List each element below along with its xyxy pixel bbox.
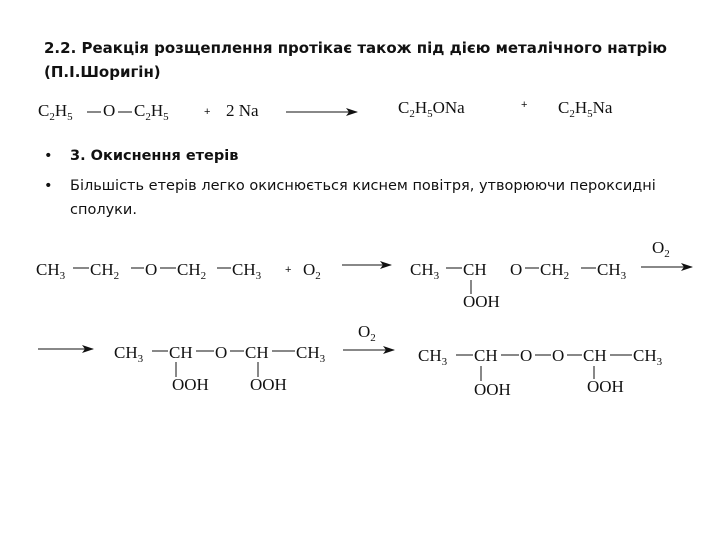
- plus-sign: +: [204, 106, 211, 118]
- oxygen-o2: $O_2$: [303, 260, 321, 282]
- atom-ch: CH: [583, 346, 607, 365]
- atom-ch: CH: [463, 260, 487, 279]
- atom-ch2: $CH_2$: [90, 260, 120, 282]
- atom-ch3: $CH_3$: [36, 260, 66, 282]
- group-ooh: OOH: [463, 292, 500, 311]
- heading: 2.2. Реакція розщеплення протікає також під дією металічного натрію (П.І.Шоригін): [44, 39, 667, 81]
- group-ooh: OOH: [587, 377, 624, 396]
- plus-sign: +: [521, 99, 528, 111]
- atom-ch2: $CH_2$: [540, 260, 570, 282]
- group-ooh: OOH: [474, 380, 511, 399]
- atom-ch3: $CH_3$: [597, 260, 627, 282]
- atom-ch: CH: [474, 346, 498, 365]
- formula-c2h5-left: $C_2H_5$: [38, 101, 73, 123]
- atom-ch: CH: [169, 343, 193, 362]
- reagent-o2: $O_2$: [652, 238, 670, 260]
- atom-ch3: $CH_3$: [418, 346, 448, 368]
- bullet-marker: •: [44, 148, 53, 164]
- bullet-text: Більшість етерів легко окиснюється киснем повітря, утворюючи пероксидні сполуки.: [70, 178, 656, 218]
- product-c2h5na: $C_2H_5Na$: [558, 98, 613, 120]
- bullet-marker: •: [44, 178, 53, 194]
- atom-o: O: [215, 343, 228, 362]
- atom-ch3: $CH_3$: [410, 260, 440, 282]
- atom-ch3: $CH_3$: [114, 343, 144, 365]
- reagent-o2: $O_2$: [358, 322, 376, 344]
- atom-o: O: [103, 101, 116, 120]
- sodium: 2 Na: [226, 101, 259, 120]
- plus-sign: +: [285, 264, 292, 276]
- atom-ch2: $CH_2$: [177, 260, 207, 282]
- atom-ch3: $CH_3$: [633, 346, 663, 368]
- atom-ch: CH: [245, 343, 269, 362]
- product-c2h5ona: $C_2H_5ONa$: [398, 98, 465, 120]
- atom-ch3: $CH_3$: [296, 343, 326, 365]
- atom-ch3: $CH_3$: [232, 260, 262, 282]
- formula-c2h5-right: $C_2H_5$: [134, 101, 169, 123]
- atom-o: O: [510, 260, 523, 279]
- group-ooh: OOH: [250, 375, 287, 394]
- atom-o: O: [520, 346, 533, 365]
- atom-o: O: [552, 346, 565, 365]
- group-ooh: OOH: [172, 375, 209, 394]
- bullet-text: 3. Окиснення етерів: [70, 148, 239, 164]
- atom-o: O: [145, 260, 158, 279]
